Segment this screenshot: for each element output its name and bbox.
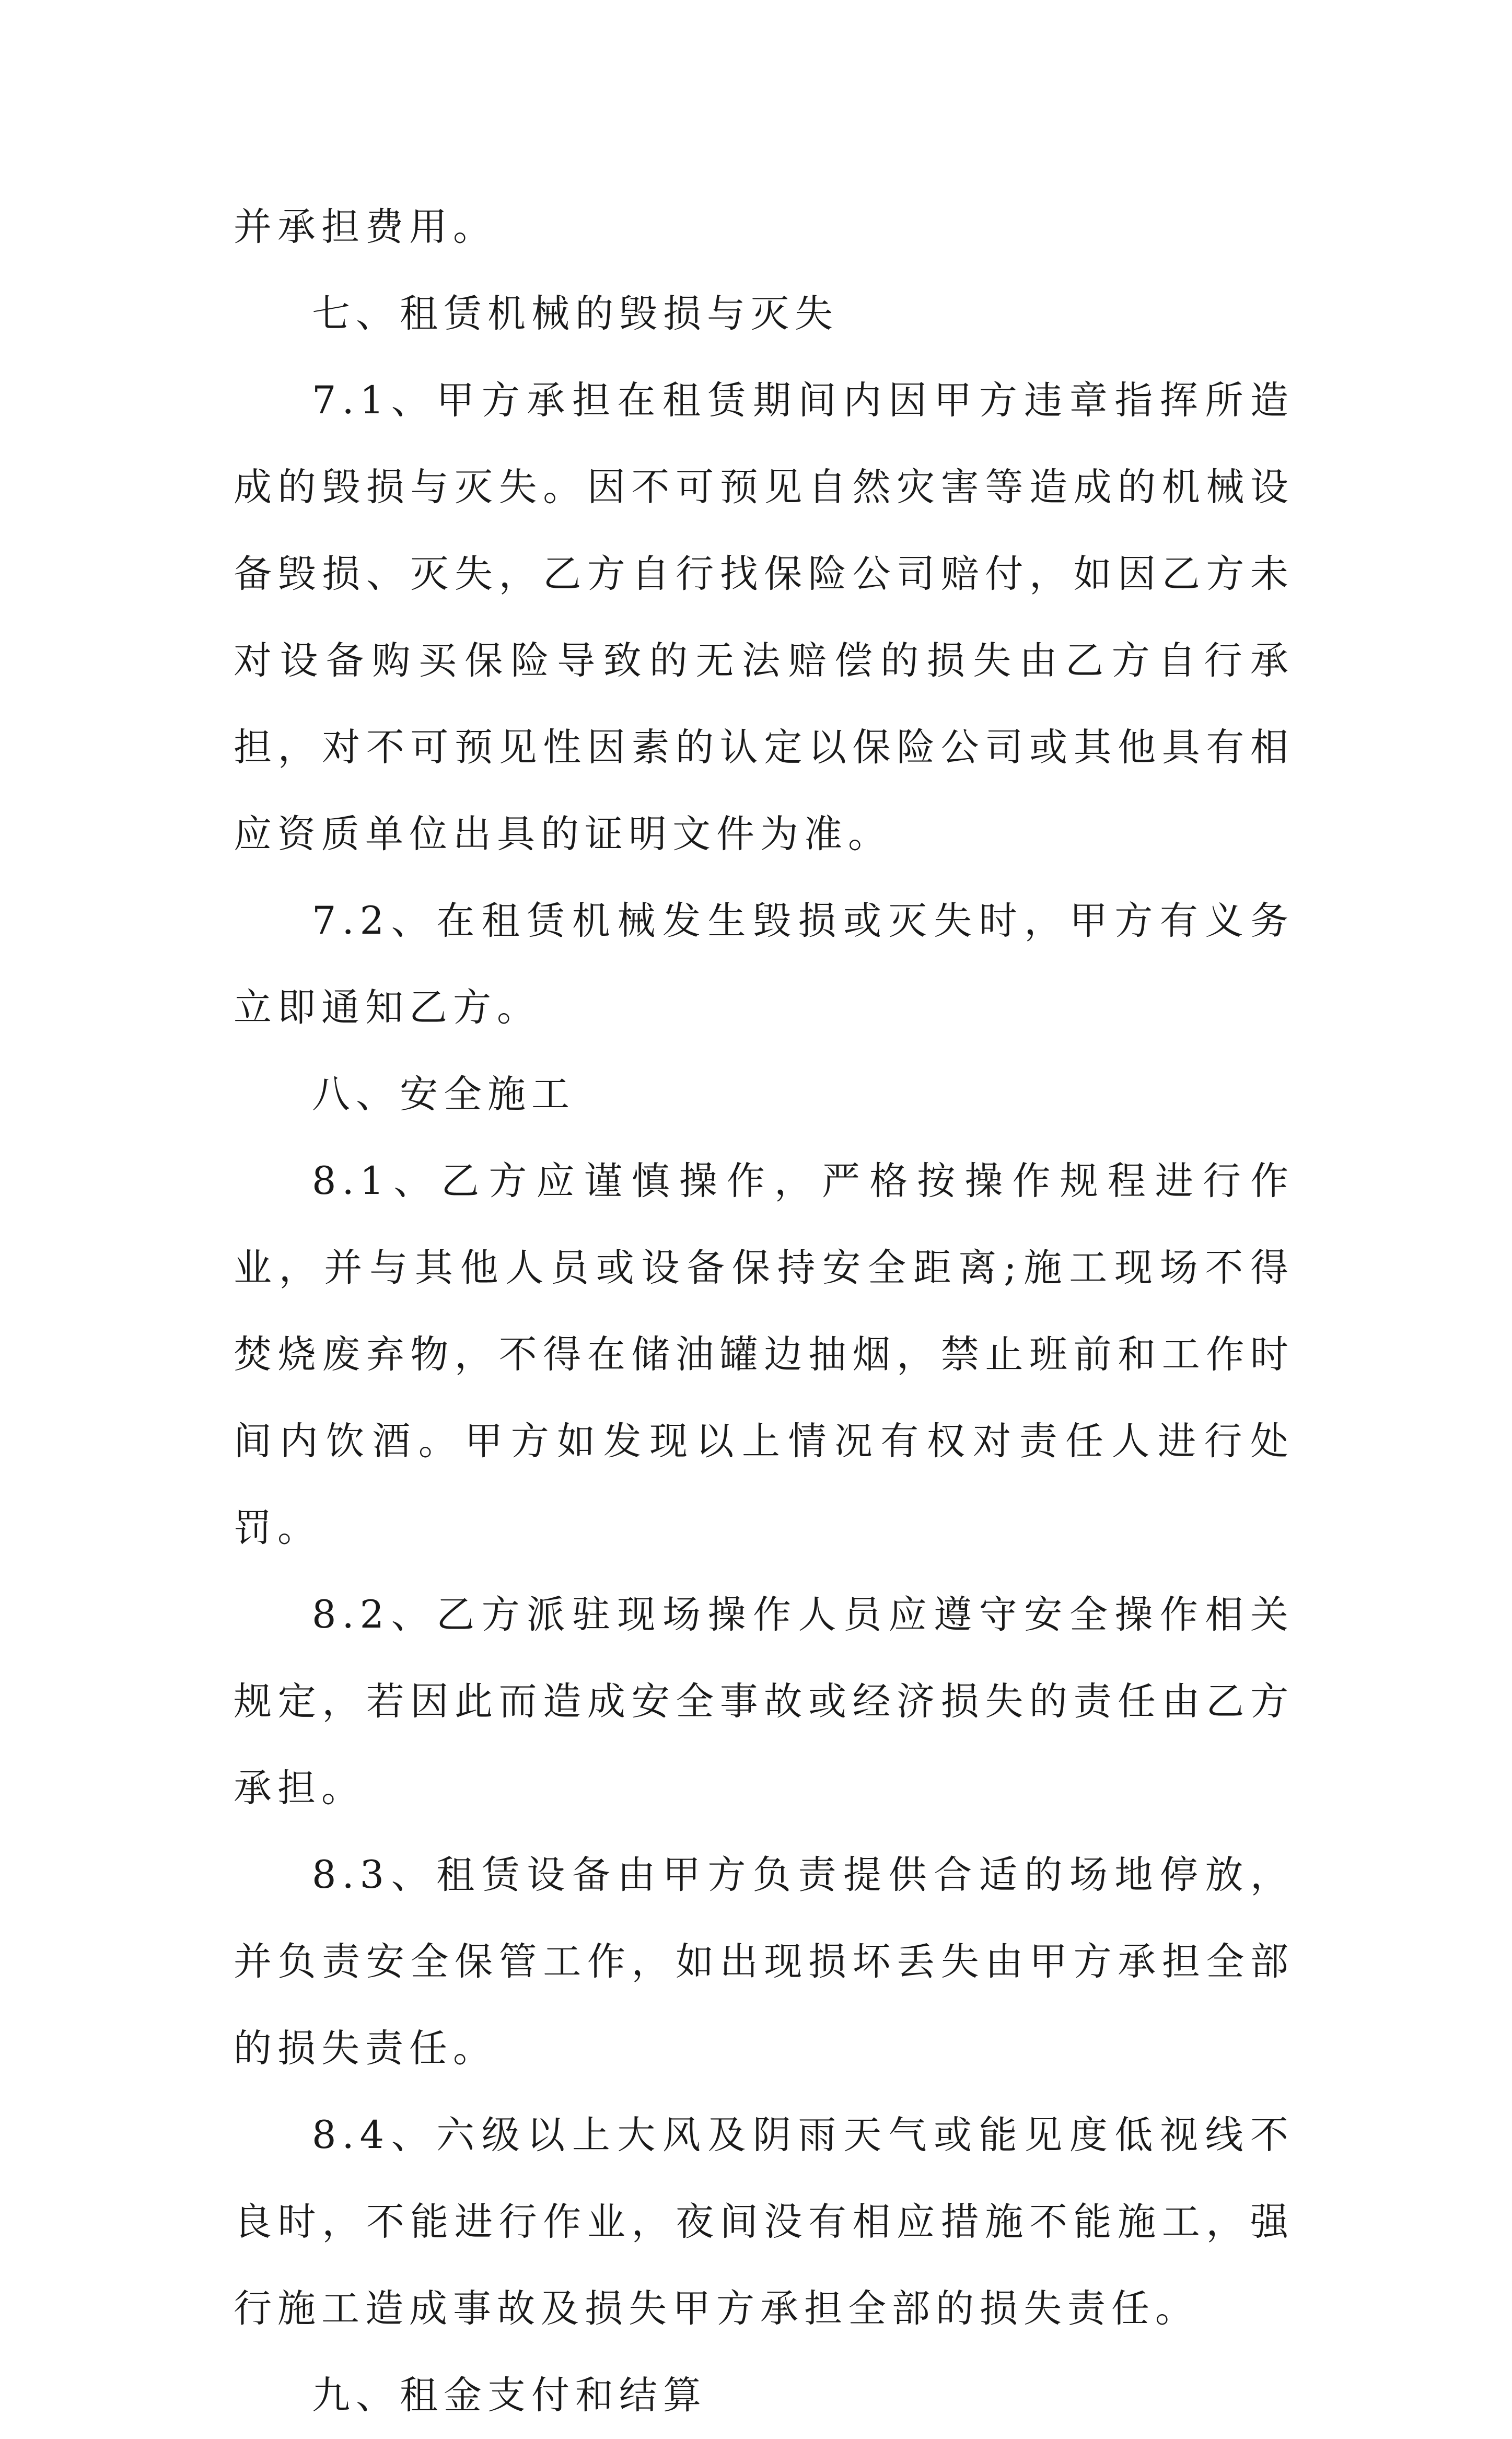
section-heading-9: 九、租金支付和结算	[312, 2373, 707, 2418]
section-heading-7: 七、租赁机械的毁损与灭失	[312, 292, 839, 336]
document-body	[234, 184, 1294, 2439]
section-heading-8: 八、安全施工	[312, 1072, 575, 1117]
clause-7-2: 7.2、在租赁机械发生毁损或灭失时，甲方有义务立即通知乙方。	[234, 899, 1294, 1030]
clause-8-4: 8.4、六级以上大风及阴雨天气或能见度低视线不良时，不能进行作业，夜间没有相应措施不能施工，强行施工造成事故及损失甲方承担全部的损失责任。	[234, 2113, 1294, 2331]
paragraph-continuation: 并承担费用。	[234, 205, 497, 249]
clause-7-1: 7.1、甲方承担在租赁期间内因甲方违章指挥所造成的毁损与灭失。因不可预见自然灾害等造成的机械设备毁损、灭失，乙方自行找保险公司赔付，如因乙方未对设备购买保险导致的无法赔偿的损失由乙方自行承担，对不可预见性因素的认定以保险公司或其他具有相应资质单位出具的证明文件为准。	[234, 378, 1294, 856]
clause-8-2: 8.2、乙方派驻现场操作人员应遵守安全操作相关规定，若因此而造成安全事故或经济损失的责任由乙方承担。	[234, 1593, 1294, 1810]
clause-8-1: 8.1、乙方应谨慎操作，严格按操作规程进行作业，并与其他人员或设备保持安全距离;施工现场不得焚烧废弃物，不得在储油罐边抽烟，禁止班前和工作时间内饮酒。甲方如发现以上情况有权对责任人进行处罚。	[234, 1159, 1294, 1550]
clause-8-3: 8.3、租赁设备由甲方负责提供合适的场地停放，并负责安全保管工作，如出现损坏丢失由甲方承担全部的损失责任。	[234, 1853, 1294, 2071]
